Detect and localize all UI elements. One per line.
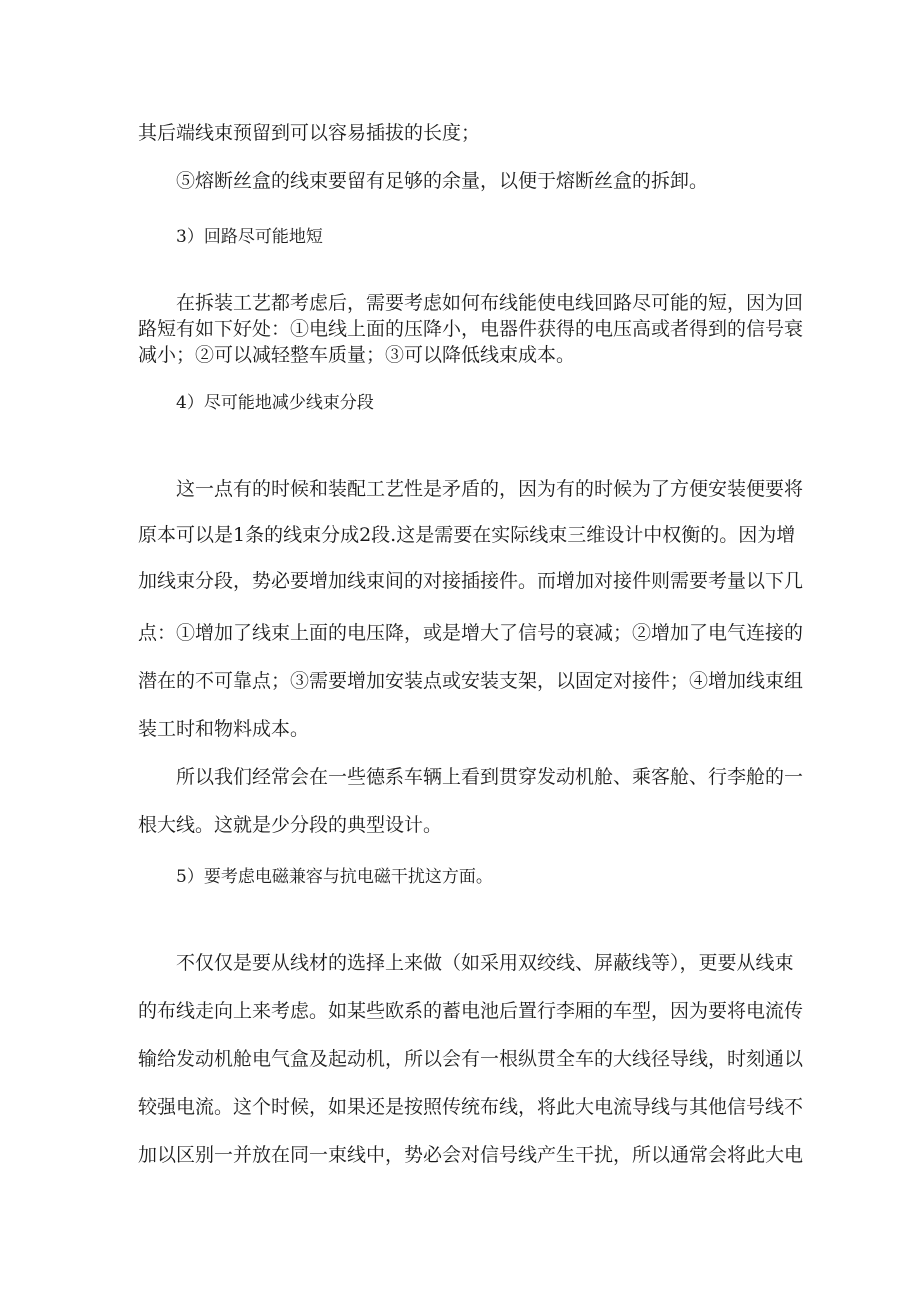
paragraph-line: 减小；②可以减轻整车质量；③可以降低线束成本。 [138, 344, 576, 366]
paragraph-line: 加以区别一并放在同一束线中，势必会对信号线产生干扰，所以通常会将此大电 [138, 1144, 804, 1166]
paragraph-line: 不仅仅是要从线材的选择上来做（如采用双绞线、屏蔽线等），更要从线束 [176, 952, 794, 974]
paragraph-line: 加线束分段，势必要增加线束间的对接插接件。而增加对接件则需要考量以下几 [138, 570, 804, 592]
paragraph-line: 点：①增加了线束上面的电压降，或是增大了信号的衰减；②增加了电气连接的 [138, 622, 804, 644]
section-heading: 4）尽可能地减少线束分段 [176, 393, 374, 413]
paragraph-line: 输给发动机舱电气盒及起动机，所以会有一根纵贯全车的大线径导线，时刻通以 [138, 1048, 804, 1070]
paragraph-line: 较强电流。这个时候，如果还是按照传统布线，将此大电流导线与其他信号线不 [138, 1096, 804, 1118]
paragraph-line: 路短有如下好处：①电线上面的压降小，电器件获得的电压高或者得到的信号衰 [138, 318, 804, 340]
paragraph-line: 的布线走向上来考虑。如某些欧系的蓄电池后置行李厢的车型，因为要将电流传 [138, 1000, 804, 1022]
paragraph-line: 其后端线束预留到可以容易插拔的长度； [138, 122, 481, 144]
section-heading: 3）回路尽可能地短 [176, 227, 323, 247]
paragraph-line: 潜在的不可靠点；③需要增加安装点或安装支架，以固定对接件；④增加线束组 [138, 670, 804, 692]
paragraph-line: 根大线。这就是少分段的典型设计。 [138, 814, 443, 836]
paragraph-line: ⑤熔断丝盒的线束要留有足够的余量，以便于熔断丝盒的拆卸。 [176, 170, 709, 192]
paragraph-line: 原本可以是1条的线束分成2段.这是需要在实际线束三维设计中权衡的。因为增 [138, 524, 796, 546]
paragraph-line: 所以我们经常会在一些德系车辆上看到贯穿发动机舱、乘客舱、行李舱的一 [176, 766, 804, 788]
paragraph-line: 这一点有的时候和装配工艺性是矛盾的，因为有的时候为了方便安装便要将 [176, 478, 804, 500]
paragraph-line: 装工时和物料成本。 [138, 718, 310, 740]
section-heading: 5）要考虑电磁兼容与抗电磁干扰这方面。 [176, 867, 493, 887]
paragraph-line: 在拆装工艺都考虑后，需要考虑如何布线能使电线回路尽可能的短，因为回 [176, 292, 804, 314]
